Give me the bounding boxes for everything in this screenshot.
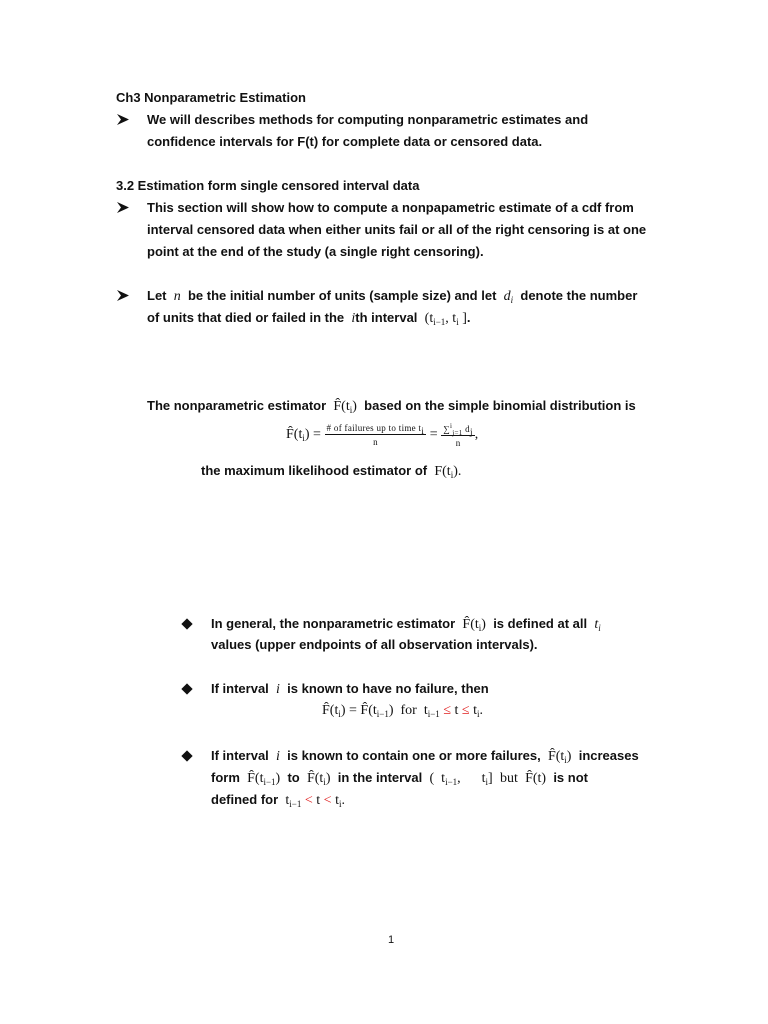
arrow-bullet-icon	[116, 113, 130, 126]
bullet-1-line-1: In general, the nonparametric estimator $F̂(t_i)$ is defined at all $t_i$	[211, 616, 601, 633]
bullet-2-equation: $F̂(t_i)$ = $F̂(t_{i-1})$ for $t_{i-1} \le t \le t_i$.	[322, 703, 483, 719]
section-para-line-2: interval censored data when either units fail or all of the right censoring is at one	[147, 222, 647, 237]
section-para-line-3: point at the end of the study (a single right censoring).	[147, 244, 484, 259]
bullet-1-line-2: values (upper endpoints of all observation intervals).	[211, 637, 538, 652]
fraction-sum: $\frac{\sum^i_{j=1} d_j}{n}$	[443, 422, 473, 448]
intro-line-1: We will describes methods for computing nonparametric estimates and	[147, 112, 589, 127]
diamond-bullet-icon	[181, 750, 192, 761]
diamond-bullet-icon	[181, 683, 192, 694]
arrow-bullet-icon	[116, 201, 130, 214]
section-heading: 3.2 Estimation form single censored interval data	[116, 178, 420, 193]
section-para-line-1: This section will show how to compute a nonpapametric estimate of a cdf from	[147, 200, 634, 215]
bullet-3-line-2: form $F̂(t_{i-1})$ to $F̂(t_i)$ in the interval ( $t_{i-1}$, $t_i$] but F̂(t) is not	[211, 770, 588, 787]
let-line-2: of units that died or failed in the ith interval ($t_{i-1}$, $t_i$ ].	[147, 310, 471, 327]
chapter-heading: Ch3 Nonparametric Estimation	[116, 90, 306, 105]
page-number: 1	[388, 934, 395, 946]
estimator-equation: $F̂(t_i)$ = $\frac{\# of failures up to time t_i}{n}$ = $\frac{\sum^i_{j=1} d_j}{n}$ ,	[286, 422, 479, 448]
mle-line: the maximum likelihood estimator of $F(t_i)$.	[201, 463, 462, 480]
bullet-3-line-3: defined for $t_{i-1} < t < t_i$.	[211, 792, 345, 809]
diamond-bullet-icon	[181, 618, 192, 629]
intro-line-2: confidence intervals for F(t) for complete data or censored data.	[147, 134, 543, 149]
let-line-1: Let n be the initial number of units (sample size) and let $d_i$ denote the number	[147, 288, 638, 305]
fraction-failures: $\frac{\# of failures up to time t_i}{n}$	[326, 423, 425, 447]
estimator-intro: The nonparametric estimator $F̂(t_i)$ based on the simple binomial distribution is	[147, 398, 636, 415]
arrow-bullet-icon	[116, 289, 130, 302]
bullet-3-line-1: If interval i is known to contain one or more failures, $F̂(t_i)$ increases	[211, 748, 639, 765]
bullet-2-line-1: If interval i is known to have no failure, then	[211, 681, 489, 697]
